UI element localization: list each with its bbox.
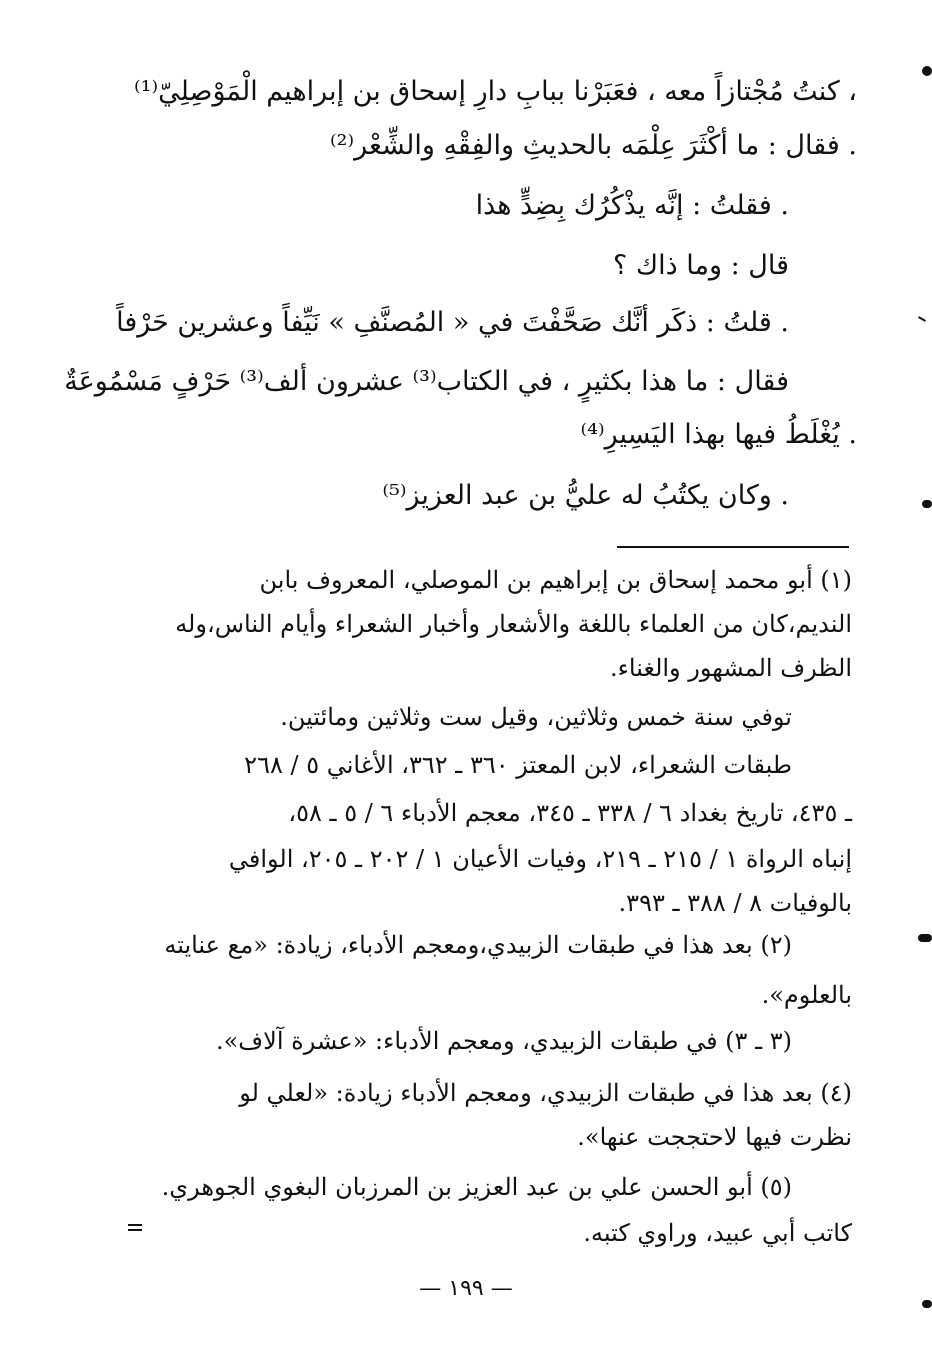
footnote-divider [617, 546, 849, 548]
footnote-line: النديم،كان من العلماء باللغة والأشعار وأخبار الشعراء وأيام الناس،وله [175, 610, 852, 638]
page-number: — ١٩٩ — [419, 1276, 513, 1301]
footnote-line: (٣ ـ ٣) في طبقات الزبيدي، ومعجم الأدباء: «عشرة آلاف». [215, 1027, 792, 1055]
main-line-7: يُغْلَطُ فيها بهذا اليَسِيرِ⁽⁴⁾ . [580, 419, 857, 450]
footnote-line: (٥) أبو الحسن علي بن عبد العزيز بن المرزبان البغوي الجوهري. [161, 1173, 792, 1201]
footnote-line: نظرت فيها لاحتججت عنها». [577, 1123, 852, 1151]
footnote-line: ـ ٤٣٥، تاريخ بغداد ٦ / ٣٣٨ ـ ٣٤٥، معجم الأدباء ٦ / ٥ ـ ٥٨، [288, 799, 852, 827]
scan-mark [922, 500, 932, 508]
scan-mark [918, 316, 926, 322]
footnote-line: كاتب أبي عبيد، وراوي كتبه. [583, 1219, 852, 1247]
footnote-line: طبقات الشعراء، لابن المعتز ٣٦٠ ـ ٣٦٢، الأغاني ٥ / ٢٦٨ [244, 751, 792, 779]
scan-mark [922, 1300, 932, 1308]
main-line-8: وكان يكتُبُ له عليُّ بن عبد العزيز⁽⁵⁾ . [382, 480, 789, 511]
footnote-line: توفي سنة خمس وثلاثين، وقيل ست وثلاثين ومائتين. [280, 703, 792, 731]
main-line-4: قال : وما ذاك ؟ [612, 250, 789, 281]
scan-mark [128, 1229, 142, 1231]
footnote-line: الظرف المشهور والغناء. [610, 654, 852, 682]
main-line-6: فقال : ما هذا بكثيرٍ ، في الكتاب⁽³⁾ عشرون ألف⁽³⁾ حَرْفٍ مَسْمُوعَةٌ [64, 366, 789, 397]
main-line-1: كنتُ مُجْتازاً معه ، فعَبَرْنا ببابِ دارِ إسحاق بن إبراهيم الْمَوْصِلِيّ⁽¹⁾ ، [133, 76, 857, 107]
main-line-3: فقلتُ : إنَّه يذْكُرُك بِضِدٍّ هذا . [475, 190, 789, 221]
footnote-line: بالوفيات ٨ / ٣٨٨ ـ ٣٩٣. [618, 889, 852, 917]
scan-mark [918, 934, 932, 942]
footnote-line: (٤) بعد هذا في طبقات الزبيدي، ومعجم الأدباء زيادة: «لعلي لو [239, 1079, 852, 1107]
footnote-line: (٢) بعد هذا في طبقات الزبيدي،ومعجم الأدباء، زيادة: «مع عنايته [164, 931, 792, 959]
footnote-line: بالعلوم». [761, 981, 852, 1009]
footnote-line: (١) أبو محمد إسحاق بن إبراهيم بن الموصلي، المعروف بابن [259, 566, 852, 594]
footnote-line: إنباه الرواة ١ / ٢١٥ ـ ٢١٩، وفيات الأعيان ١ / ٢٠٢ ـ ٢٠٥، الوافي [228, 845, 852, 873]
main-line-2: فقال : ما أكْثَرَ عِلْمَه بالحديثِ والفِقْهِ والشِّعْر⁽²⁾ . [329, 130, 857, 161]
scan-mark [922, 66, 932, 76]
main-line-5: قلتُ : ذكَر أنَّك صَحَّفْتَ في « المُصنَّفِ » نَيِّفاً وعشرين حَرْفاً . [116, 307, 789, 338]
scan-mark [128, 1224, 142, 1226]
